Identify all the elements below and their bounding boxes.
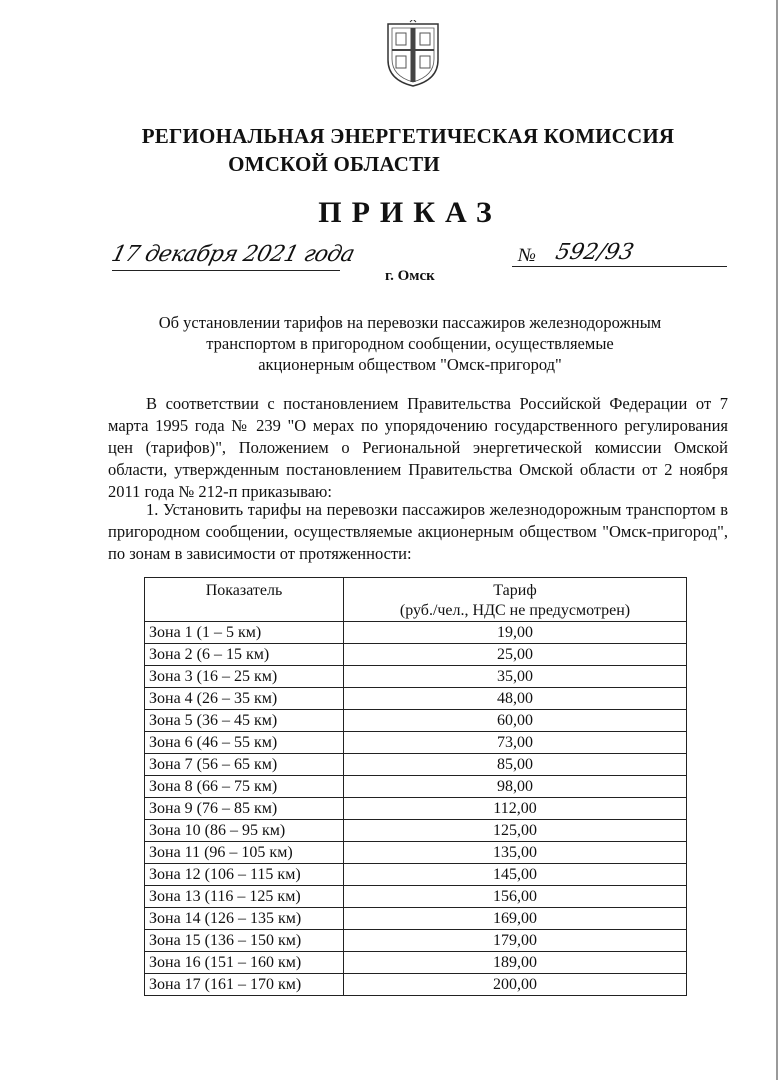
zone-cell: Зона 15 (136 – 150 км)	[145, 930, 344, 952]
table-row	[145, 930, 687, 952]
zone-cell: Зона 3 (16 – 25 км)	[145, 666, 344, 688]
subject-line: Об установлении тарифов на перевозки пассажиров железнодорожным	[158, 313, 662, 332]
tariff-cell: 179,00	[344, 930, 687, 952]
number-label: №	[518, 245, 536, 266]
handwritten-number: 592/93	[553, 240, 637, 265]
preamble-paragraph: В соответствии с постановлением Правительства Российской Федерации от 7 марта 1995 года № 239 "О мерах по упорядочению государственного регулирования цен (тарифов)", Положением о Региональной энергетической комиссии Омской области, утвержденным постановлением Правительства Омской области от 2 ноября 2011 года № 212-п приказываю:	[108, 394, 728, 501]
tariff-cell: 156,00	[344, 886, 687, 908]
table-row	[145, 798, 687, 820]
tariff-cell: 169,00	[344, 908, 687, 930]
zone-cell: Зона 4 (26 – 35 км)	[145, 688, 344, 710]
zone-cell: Зона 17 (161 – 170 км)	[145, 974, 344, 996]
table-row	[145, 952, 687, 974]
date-underline	[112, 270, 340, 271]
table-row	[145, 864, 687, 886]
tariff-cell: 112,00	[344, 798, 687, 820]
city-label: г. Омск	[385, 268, 435, 284]
tariff-cell: 35,00	[344, 666, 687, 688]
zone-cell: Зона 12 (106 – 115 км)	[145, 864, 344, 886]
org-name-line2: ОМСКОЙ ОБЛАСТИ	[228, 152, 440, 176]
zone-cell: Зона 16 (151 – 160 км)	[145, 952, 344, 974]
tariff-cell: 200,00	[344, 974, 687, 996]
tariff-header-title: Тариф	[493, 582, 537, 599]
table-header-row	[145, 578, 687, 622]
tariff-header-unit: (руб./чел., НДС не предусмотрен)	[399, 602, 631, 619]
zone-cell: Зона 8 (66 – 75 км)	[145, 776, 344, 798]
zone-cell: Зона 7 (56 – 65 км)	[145, 754, 344, 776]
tariff-cell: 189,00	[344, 952, 687, 974]
tariff-cell: 48,00	[344, 688, 687, 710]
table-row	[145, 776, 687, 798]
subject-line: транспортом в пригородном сообщении, осуществляемые	[206, 334, 614, 353]
table-row	[145, 710, 687, 732]
zone-cell: Зона 11 (96 – 105 км)	[145, 842, 344, 864]
tariff-cell: 60,00	[344, 710, 687, 732]
table-row	[145, 622, 687, 644]
zone-cell: Зона 9 (76 – 85 км)	[145, 798, 344, 820]
table-row	[145, 666, 687, 688]
tariff-cell: 85,00	[344, 754, 687, 776]
clause-1-paragraph: 1. Установить тарифы на перевозки пассажиров железнодорожным транспортом в пригородном сообщении, осуществляемые акционерным обществом "Омск-пригород", по зонам в зависимости от протяженности:	[108, 500, 728, 563]
table-row	[145, 754, 687, 776]
table-row	[145, 732, 687, 754]
org-name-line1: РЕГИОНАЛЬНАЯ ЭНЕРГЕТИЧЕСКАЯ КОМИССИЯ	[141, 124, 675, 148]
tariff-cell: 73,00	[344, 732, 687, 754]
column-header-tariff	[344, 578, 687, 622]
tariff-table	[144, 577, 687, 996]
table-row	[145, 974, 687, 996]
column-header-indicator: Показатель	[145, 578, 344, 622]
zone-cell: Зона 2 (6 – 15 км)	[145, 644, 344, 666]
order-subject	[110, 312, 710, 375]
tariff-cell: 145,00	[344, 864, 687, 886]
tariff-cell: 135,00	[344, 842, 687, 864]
number-underline	[512, 266, 727, 267]
zone-cell: Зона 14 (126 – 135 км)	[145, 908, 344, 930]
tariff-cell: 25,00	[344, 644, 687, 666]
table-row	[145, 820, 687, 842]
tariff-cell: 19,00	[344, 622, 687, 644]
page-edge	[776, 0, 778, 1080]
zone-cell: Зона 13 (116 – 125 км)	[145, 886, 344, 908]
tariff-cell: 125,00	[344, 820, 687, 842]
zone-cell: Зона 6 (46 – 55 км)	[145, 732, 344, 754]
handwritten-date: 17 декабря 2021 года	[108, 242, 357, 267]
table-row	[145, 908, 687, 930]
tariff-table-body	[145, 622, 687, 996]
tariff-cell: 98,00	[344, 776, 687, 798]
zone-cell: Зона 5 (36 – 45 км)	[145, 710, 344, 732]
table-row	[145, 688, 687, 710]
table-row	[145, 842, 687, 864]
table-row	[145, 886, 687, 908]
zone-cell: Зона 10 (86 – 95 км)	[145, 820, 344, 842]
coat-of-arms-icon	[384, 20, 442, 88]
table-row	[145, 644, 687, 666]
document-type-title: ПРИКАЗ	[318, 196, 502, 229]
zone-cell: Зона 1 (1 – 5 км)	[145, 622, 344, 644]
subject-line: акционерным обществом "Омск-пригород"	[258, 355, 562, 374]
